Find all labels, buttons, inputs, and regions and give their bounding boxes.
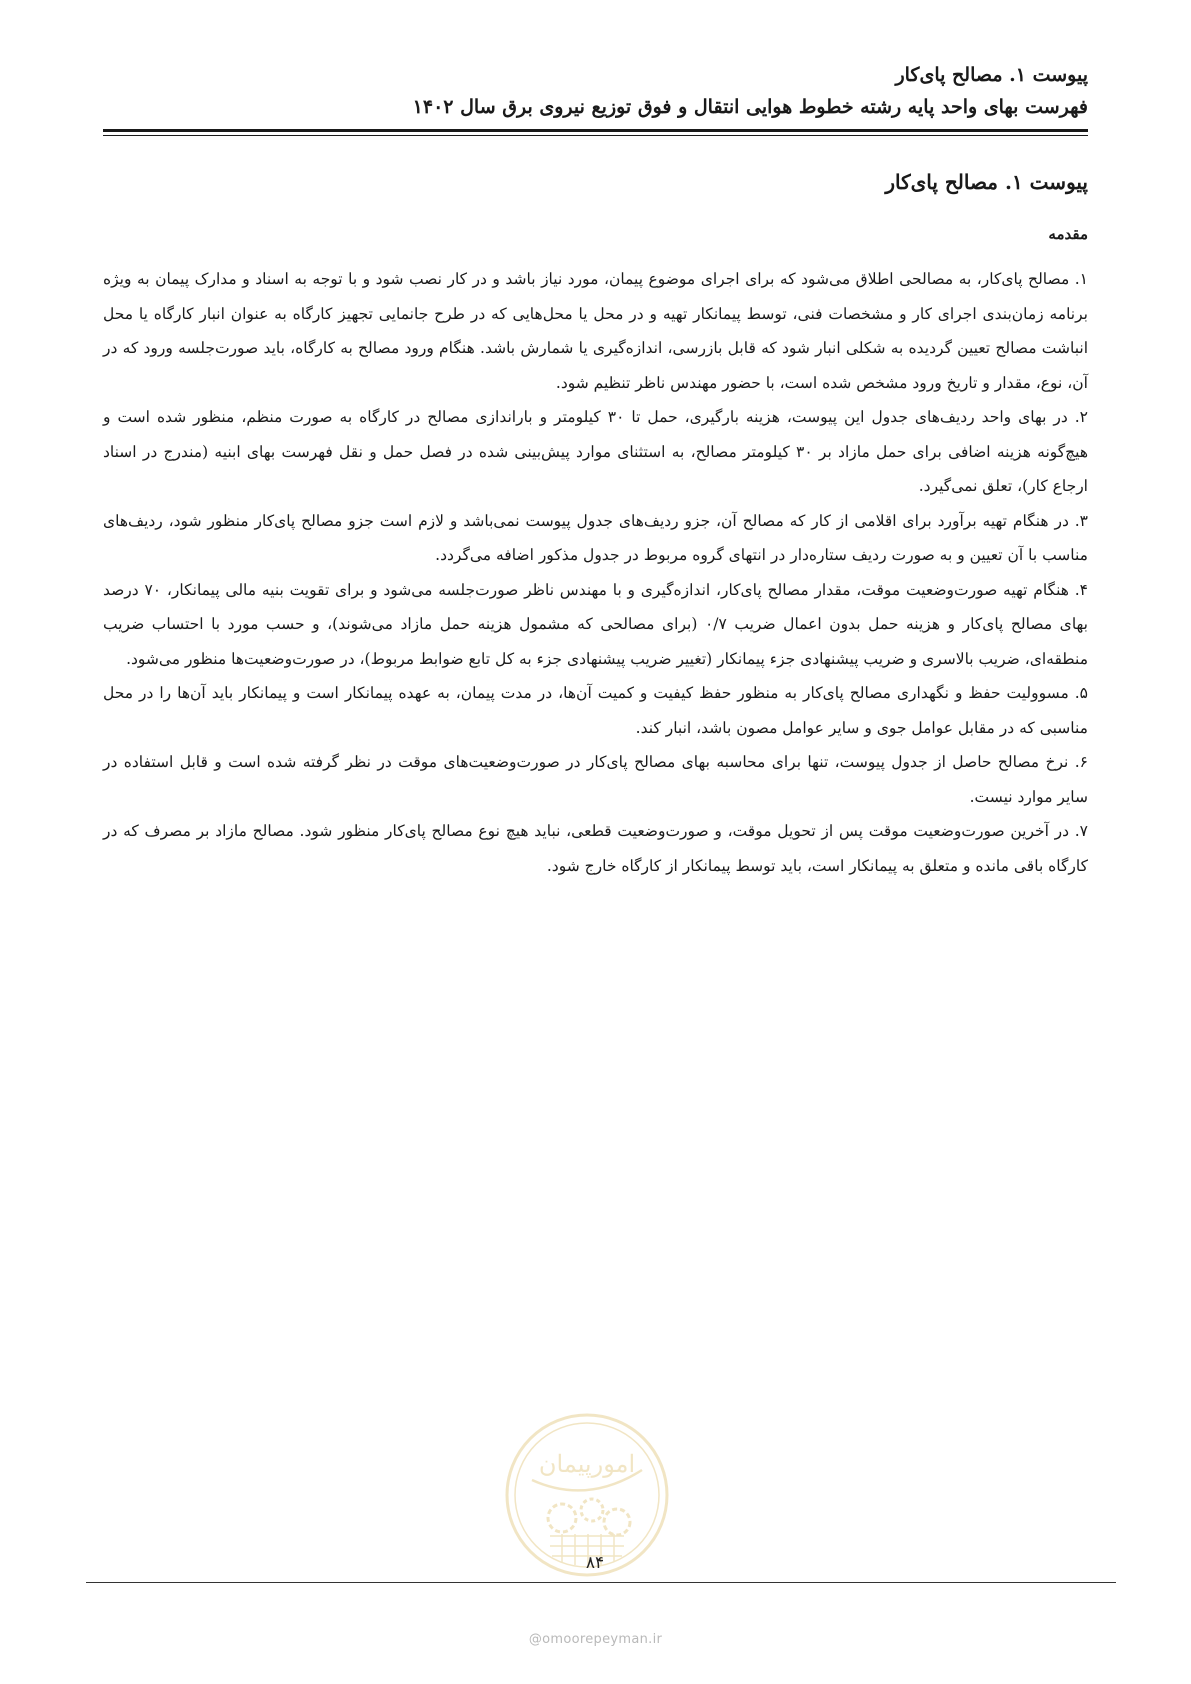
section-title: پیوست ۱. مصالح پای‌کار (885, 170, 1088, 194)
running-header-title: فهرست بهای واحد پایه رشته خطوط هوایی انتقال و فوق توزیع نیروی برق سال ۱۴۰۲ (412, 96, 1088, 118)
header-rule-thin (103, 135, 1088, 136)
paragraph-1: ۱. مصالح پای‌کار، به مصالحی اطلاق می‌شود که برای اجرای موضوع پیمان، مورد نیاز باشد و در کار نصب شود و با توجه به اسناد و مدارک پیمان به ویژه برنامه زمان‌بندی اجرای کار و مشخصات فنی، توسط پیمانکار تهیه و در محل یا محل‌هایی که در طرح جانمایی تجهیز کارگاه به عنوان انبار کارگاه یا محل انباشت مصالح تعیین گردیده به شکلی انبار شود که قابل بازرسی، اندازه‌گیری یا شمارش باشد. هنگام ورود مصالح به کارگاه، باید صورت‌جلسه ورود که در آن، نوع، مقدار و تاریخ ورود مشخص شده است، با حضور مهندس ناظر تنظیم شود. (103, 270, 1088, 392)
watermark-logo-text: امورپیمان (538, 1450, 636, 1478)
paragraph-3: ۳. در هنگام تهیه برآورد برای اقلامی از کار که مصالح آن، جزو ردیف‌های جدول پیوست نمی‌باشد و لازم است جزو مصالح پای‌کار منظور شود، ردیف‌های مناسب با آن تعیین و به صورت ردیف ستاره‌دار در انتهای گروه مربوط در جدول مذکور اضافه می‌گردد. (103, 511, 1088, 564)
page-number: ۸۴ (585, 1553, 605, 1573)
watermark-handle: @omoorepeyman.ir (528, 1632, 663, 1647)
intro-heading: مقدمه (1048, 225, 1088, 243)
footer-rule (86, 1582, 1116, 1583)
body-text (103, 262, 1088, 883)
paragraph-6: ۶. نرخ مصالح حاصل از جدول پیوست، تنها برای محاسبه بهای مصالح پای‌کار در صورت‌وضعیت‌های موقت در نظر گرفته شده است و قابل استفاده در سایر موارد نیست. (103, 753, 1088, 806)
paragraph-4: ۴. هنگام تهیه صورت‌وضعیت موقت، مقدار مصالح پای‌کار، اندازه‌گیری و با مهندس ناظر صورت‌جلسه می‌شود و برای تقویت بنیه مالی پیمانکار، ۷۰ درصد بهای مصالح پای‌کار و هزینه حمل بدون اعمال ضریب ۰/۷ (برای مصالحی که مشمول هزینه حمل مازاد می‌شوند)، و حسب مورد با احتساب ضریب منطقه‌ای، ضریب بالاسری و ضریب پیشنهادی جزء پیمانکار (تغییر ضریب پیشنهادی جزء به کل تابع ضوابط مربوط)، در صورت‌وضعیت‌ها منظور می‌شود. (103, 580, 1088, 668)
paragraph-2: ۲. در بهای واحد ردیف‌های جدول این پیوست، هزینه بارگیری، حمل تا ۳۰ کیلومتر و باراندازی مصالح در کارگاه به صورت منظم، منظور شده است و هیچ‌گونه هزینه اضافی برای حمل مازاد بر ۳۰ کیلومتر مصالح، به استثنای موارد پیش‌بینی شده در فصل حمل و نقل فهرست بهای ابنیه (مندرج در اسناد ارجاع کار)، تعلق نمی‌گیرد. (103, 408, 1089, 495)
paragraph-7: ۷. در آخرین صورت‌وضعیت موقت پس از تحویل موقت، و صورت‌وضعیت قطعی، نباید هیچ نوع مصالح پای‌کار منظور شود. مصالح مازاد بر مصرف که در کارگاه باقی مانده و متعلق به پیمانکار است، باید توسط پیمانکار از کارگاه خارج شود. (103, 822, 1088, 875)
running-header-appendix: پیوست ۱. مصالح پای‌کار (895, 64, 1088, 86)
paragraph-5: ۵. مسوولیت حفظ و نگهداری مصالح پای‌کار به منظور حفظ کیفیت و کمیت آن‌ها، در مدت پیمان، به عهده پیمانکار است و پیمانکار باید آن‌ها را در محل مناسبی که در مقابل عوامل جوی و سایر عوامل مصون باشد، انبار کند. (103, 684, 1088, 737)
header-rule-thick (103, 129, 1088, 132)
